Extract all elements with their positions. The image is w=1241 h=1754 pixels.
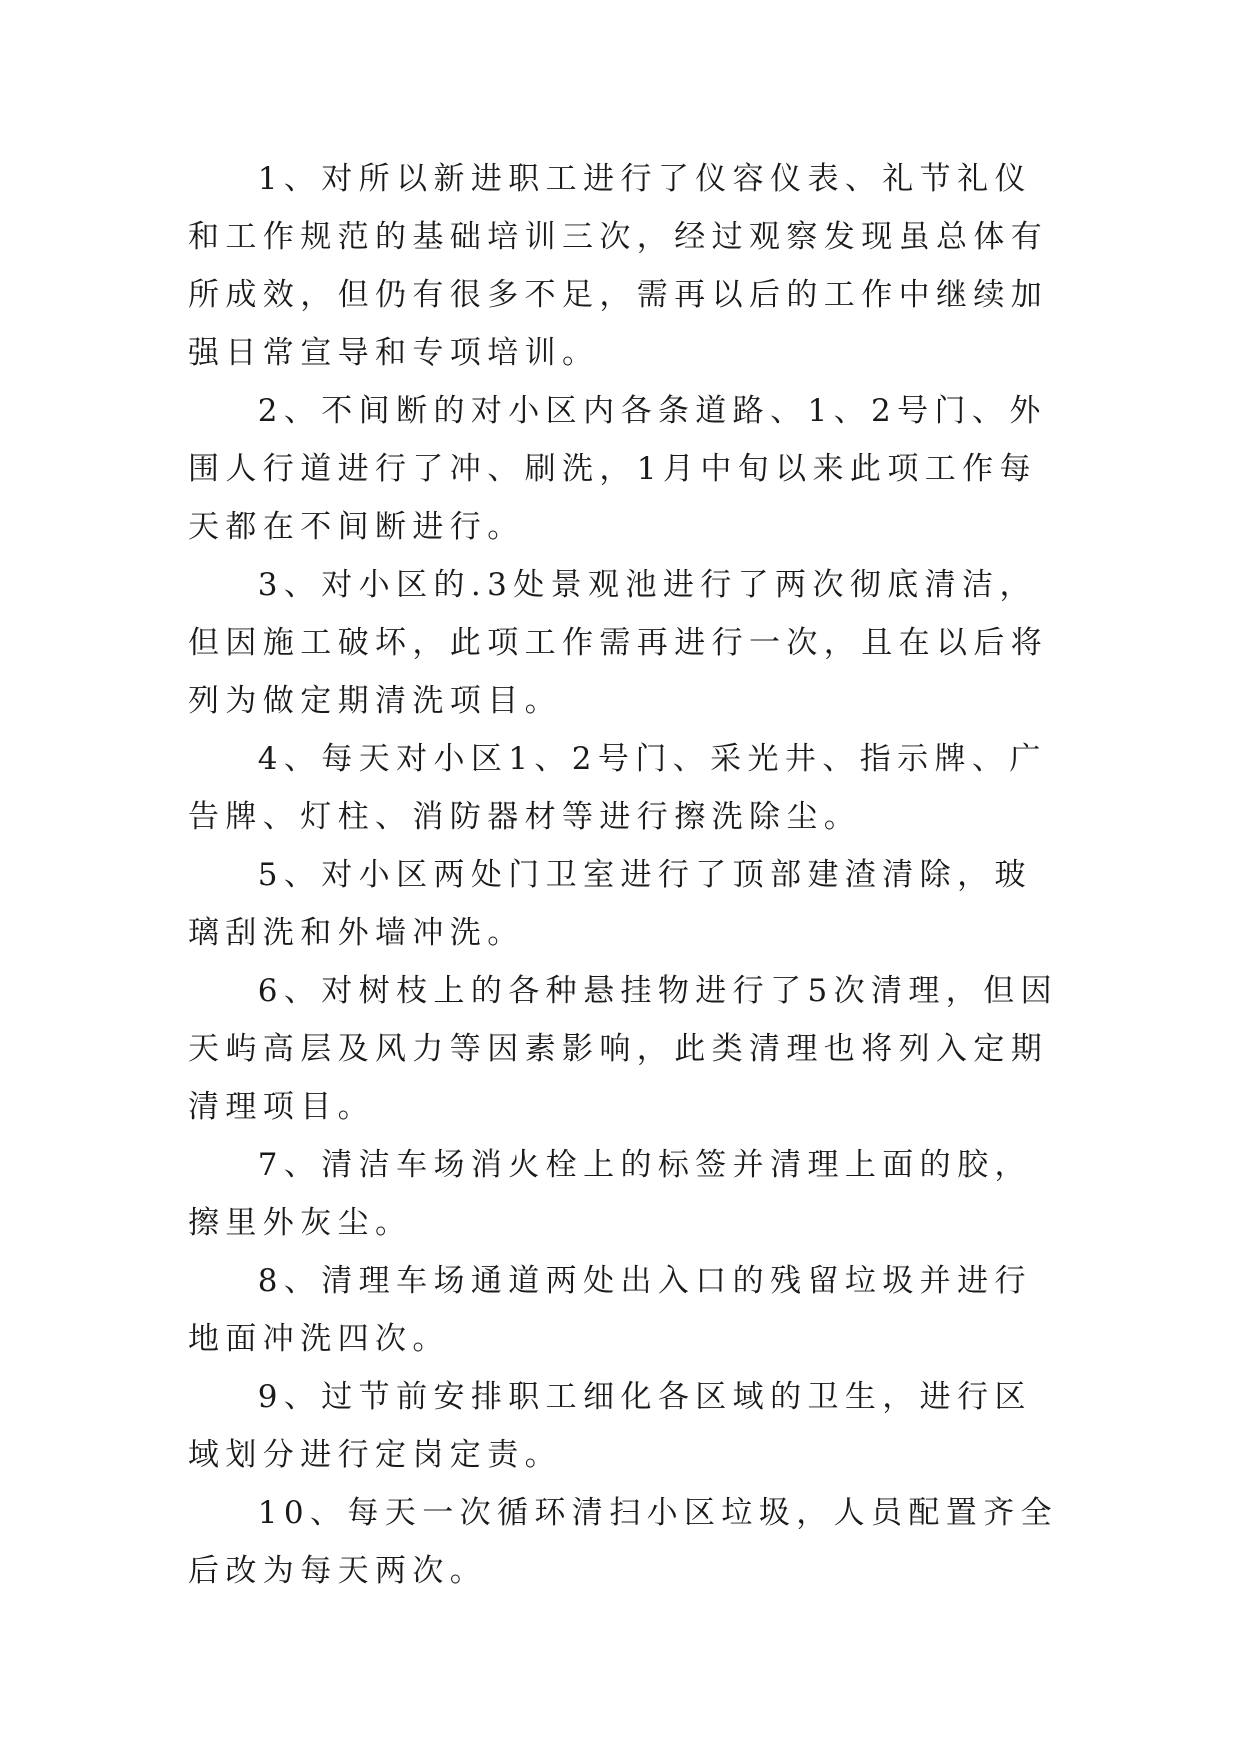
paragraph-1: 1、对所以新进职工进行了仪容仪表、礼节礼仪和工作规范的基础培训三次，经过观察发现虽总体有所成效，但仍有很多不足，需再以后的工作中继续加强日常宣导和专项培训。 [188, 161, 1049, 371]
paragraph-6: 6、对树枝上的各种悬挂物进行了5次清理，但因天屿高层及风力等因素影响，此类清理也将列入定期清理项目。 [188, 973, 1058, 1125]
paragraph-4: 4、每天对小区1、2号门、采光井、指示牌、广告牌、灯柱、消防器材等进行擦洗除尘。 [188, 741, 1047, 835]
paragraph-8: 8、清理车场通道两处出入口的残留垃圾并进行地面冲洗四次。 [188, 1263, 1032, 1357]
paragraph-5: 5、对小区两处门卫室进行了顶部建渣清除，玻璃刮洗和外墙冲洗。 [188, 857, 1032, 951]
paragraph-3: 3、对小区的.3处景观池进行了两次彻底清洁，但因施工破坏，此项工作需再进行一次，且在以后将列为做定期清洗项目。 [188, 567, 1049, 719]
document-body [188, 150, 1058, 1600]
paragraph-10: 10、每天一次循环清扫小区垃圾，人员配置齐全后改为每天两次。 [188, 1495, 1058, 1589]
paragraph-7: 7、清洁车场消火栓上的标签并清理上面的胶，擦里外灰尘。 [188, 1147, 1032, 1241]
paragraph-9: 9、过节前安排职工细化各区域的卫生，进行区域划分进行定岗定责。 [188, 1379, 1032, 1473]
paragraph-2: 2、不间断的对小区内各条道路、1、2号门、外围人行道进行了冲、刷洗，1月中旬以来此项工作每天都在不间断进行。 [188, 393, 1047, 545]
